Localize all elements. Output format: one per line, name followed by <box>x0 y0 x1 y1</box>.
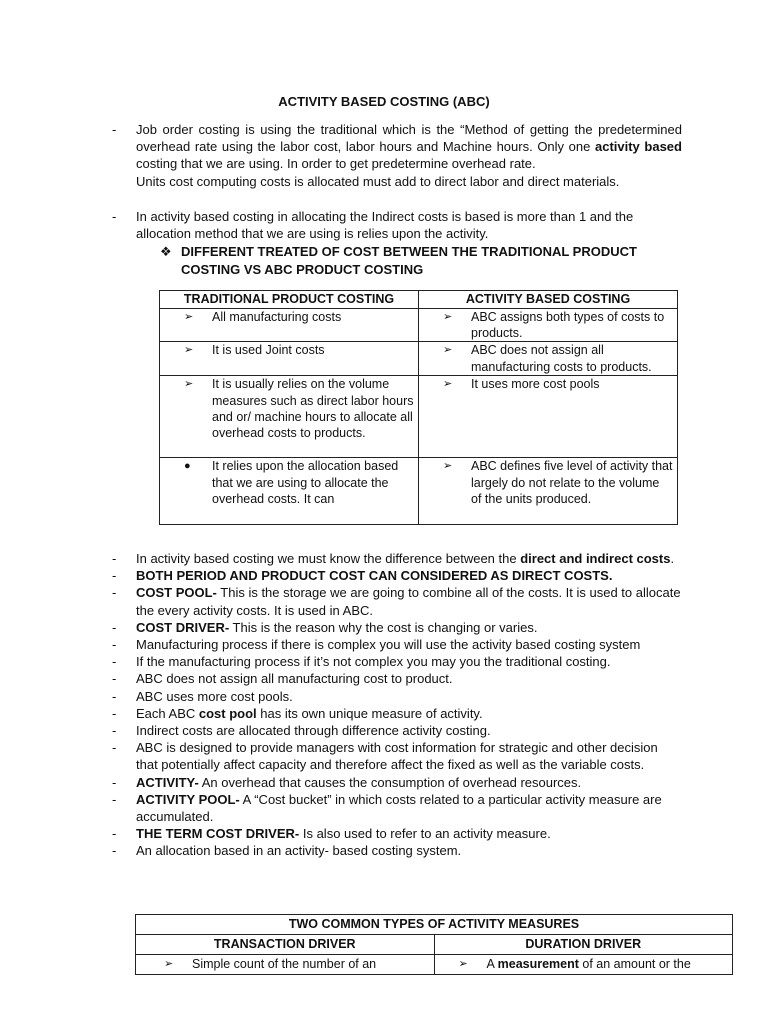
list-item <box>112 619 682 636</box>
bullet-dash: - <box>112 619 117 635</box>
intro-units-text: Units cost computing costs is allocated must add to direct labor and direct materials. <box>136 173 620 189</box>
bullet-dash: - <box>112 209 117 224</box>
arrow-bullet-icon: ➢ <box>184 311 194 323</box>
measures-table-title: TWO COMMON TYPES OF ACTIVITY MEASURES <box>136 915 733 935</box>
arrow-bullet-icon: ➢ <box>443 460 453 473</box>
list-item-text: Manufacturing process if there is complex you will use the activity based costing system <box>136 637 641 653</box>
list-item <box>112 653 682 670</box>
list-item <box>112 825 682 842</box>
bullet-dash: - <box>112 705 117 721</box>
list-item-text: Indirect costs are allocated through difference activity costing. <box>136 723 491 739</box>
table-row: ➢ It is used Joint costs ➢ ABC does not assign all manufacturing costs to products. <box>160 342 678 376</box>
bullet-dash: - <box>112 568 117 584</box>
section-heading-text: DIFFERENT TREATED OF COST BETWEEN THE TRADITIONAL PRODUCT COSTING VS ABC PRODUCT COSTING <box>181 244 637 277</box>
table-header-traditional: TRADITIONAL PRODUCT COSTING <box>160 291 419 309</box>
comparison-table <box>159 290 678 525</box>
bullet-dash: - <box>112 671 117 687</box>
arrow-bullet-icon: ➢ <box>443 344 453 357</box>
list-item-text: BOTH PERIOD AND PRODUCT COST CAN CONSIDERED AS DIRECT COSTS. <box>136 568 613 584</box>
arrow-bullet-icon: ➢ <box>443 311 453 323</box>
list-item-text: ABC does not assign all manufacturing cost to product. <box>136 671 453 687</box>
arrow-bullet-icon: ➢ <box>443 378 453 391</box>
intro-bullet-1 <box>112 121 682 190</box>
list-item <box>112 722 682 739</box>
bullet-dash: - <box>112 826 117 842</box>
page-title: ACTIVITY BASED COSTING (ABC) <box>278 94 490 109</box>
bullet-dash: - <box>112 774 117 790</box>
list-item-text: Each ABC cost pool has its own unique measure of activity. <box>136 705 483 721</box>
table-header-abc: ACTIVITY BASED COSTING <box>419 291 678 309</box>
bullet-dash: - <box>112 791 117 807</box>
section-heading <box>160 243 680 279</box>
list-item-text: THE TERM COST DRIVER- Is also used to refer to an activity measure. <box>136 826 551 842</box>
list-item-text: COST POOL- This is the storage we are going to combine all of the costs. It is used to allocate the every activity costs. It is used in ABC. <box>136 585 681 618</box>
list-item <box>112 739 682 773</box>
table-row: ➢ Simple count of the number of an ➢ A measurement of an amount or the <box>136 955 733 975</box>
intro-bullet-2 <box>112 208 682 242</box>
bullet-dash: - <box>112 551 117 566</box>
dot-bullet-icon: ● <box>184 460 191 473</box>
list-item-text: An allocation based in an activity- based costing system. <box>136 843 462 859</box>
arrow-bullet-icon: ➢ <box>164 958 174 970</box>
list-item-text: ACTIVITY- An overhead that causes the consumption of overhead resources. <box>136 774 582 790</box>
bullet-dash: - <box>112 740 117 756</box>
list-item-text: ABC uses more cost pools. <box>136 688 293 704</box>
table-row: ● It relies upon the allocation based that we are using to allocate the overhead costs. It can ➢ ABC defines five level of activity that largely do not relate to the volume of the units produced. <box>160 458 678 525</box>
list-item-text: ABC is designed to provide managers with cost information for strategic and other decision that potentially affect capacity and therefore affect the fixed as well as the variable costs. <box>136 740 658 773</box>
list-item <box>112 567 682 584</box>
table-row: ➢ All manufacturing costs ➢ ABC assigns both types of costs to products. <box>160 309 678 342</box>
list-item <box>112 842 682 859</box>
list-item <box>112 670 682 687</box>
intro-abc-text: In activity based costing in allocating the Indirect costs is based is more than 1 and the allocation method that we are using is relies upon the activity. <box>136 209 634 242</box>
bullet-dash: - <box>112 654 117 670</box>
bullet-dash: - <box>112 637 117 653</box>
list-item <box>112 705 682 722</box>
list-item-text: If the manufacturing process if it’s not complex you may you the traditional costing. <box>136 654 611 670</box>
activity-measures-table <box>135 914 733 975</box>
list-item <box>112 636 682 653</box>
list-item-text: COST DRIVER- This is the reason why the cost is changing or varies. <box>136 619 538 635</box>
bullet-dash: - <box>112 843 117 859</box>
bullet-list <box>112 550 682 860</box>
list-item <box>112 688 682 705</box>
arrow-bullet-icon: ➢ <box>184 344 194 357</box>
bullet-dash: - <box>112 688 117 704</box>
diamond-bullet-icon: ❖ <box>160 244 172 259</box>
intro-text: Job order costing is using the traditional which is the “Method of getting the predetermined overhead rate using the labor cost, labor hours and Machine hours. Only one activity based costing that we are using. In order to get predetermine overhead rate. <box>136 122 682 172</box>
list-item <box>112 584 682 618</box>
bullet-dash: - <box>112 122 117 137</box>
arrow-bullet-icon: ➢ <box>184 378 194 391</box>
list-item-text: ACTIVITY POOL- A “Cost bucket” in which costs related to a particular activity measure are accumulated. <box>136 791 662 825</box>
measures-header-transaction: TRANSACTION DRIVER <box>136 935 435 955</box>
list-item <box>112 774 682 791</box>
table-row: ➢ It is usually relies on the volume measures such as direct labor hours and or/ machine hours to allocate all overhead costs to products. ➢ It uses more cost pools <box>160 376 678 458</box>
arrow-bullet-icon: ➢ <box>458 958 468 970</box>
bullet-dash: - <box>112 723 117 739</box>
list-item-text: In activity based costing we must know the difference between the direct and indirect costs. <box>136 551 675 566</box>
bullet-dash: - <box>112 585 117 601</box>
list-item <box>112 791 682 825</box>
measures-header-duration: DURATION DRIVER <box>434 935 733 955</box>
list-item <box>112 550 682 567</box>
